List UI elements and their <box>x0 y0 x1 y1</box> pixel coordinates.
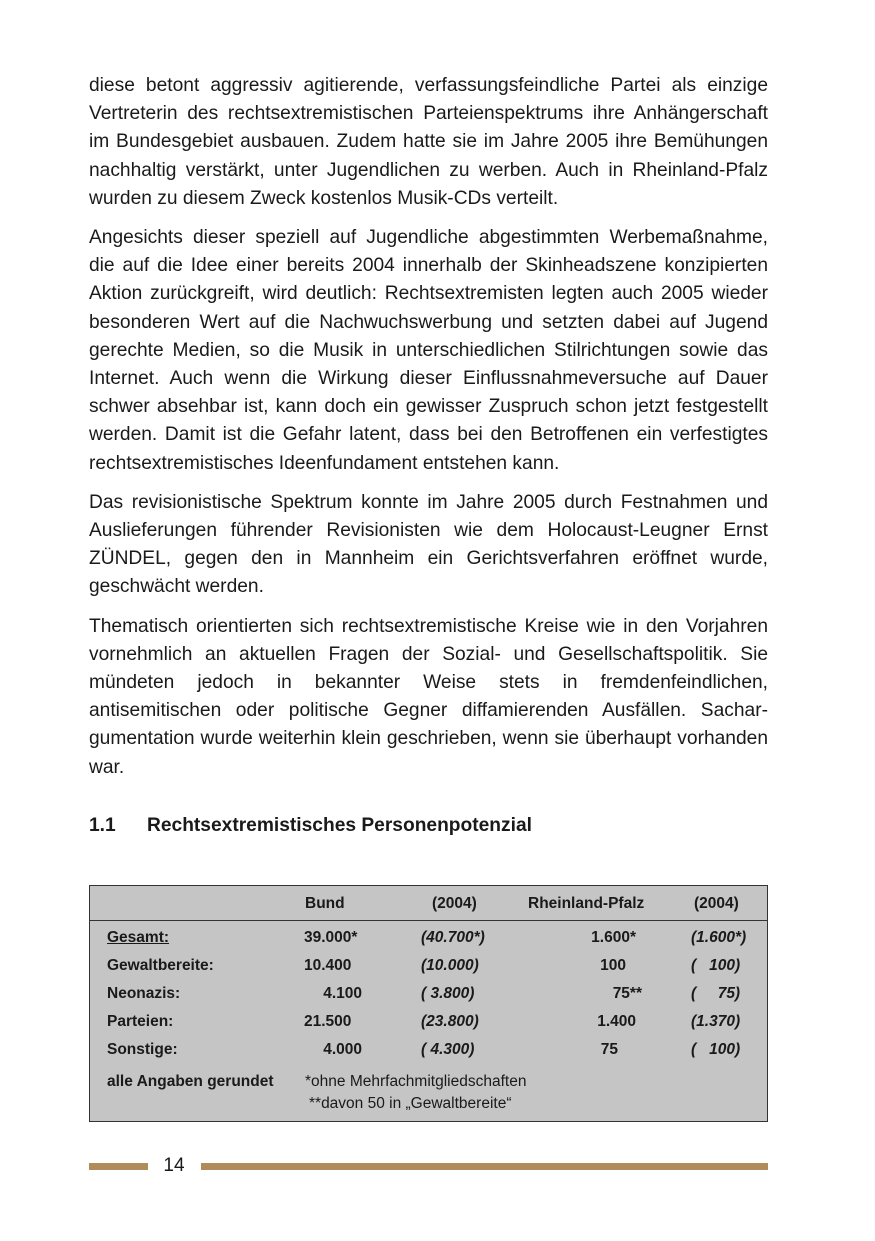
cell-rp: 1.600* <box>591 929 636 946</box>
header-bund-2004: (2004) <box>432 895 477 912</box>
table-footnote: **davon 50 in „Gewaltbereite“ <box>309 1095 512 1112</box>
header-bund: Bund <box>305 895 345 912</box>
row-label: Gewaltbereite: <box>107 957 214 974</box>
paragraph: Das revisionistische Spektrum konnte im Jahre 2005 durch Festnahmen und Auslieferungen führender Revisionisten wie dem Holocaust-Leugner Ernst ZÜNDEL, gegen den in Mannheim ein Gerichtsverfahren eröffnet wurde, geschwächt werden. <box>89 491 768 598</box>
cell-rp-2004: (1.600*) <box>691 929 747 946</box>
footer-rule-right <box>201 1163 768 1170</box>
section-heading <box>89 813 768 839</box>
cell-rp: 75 <box>600 1041 618 1058</box>
cell-bund: 39.000* <box>304 929 358 946</box>
cell-bund-2004: ( 3.800) <box>421 985 475 1002</box>
cell-rp: 100 <box>600 957 626 974</box>
row-label: Neonazis: <box>107 985 181 1002</box>
main-text <box>89 72 768 839</box>
table-footnote: *ohne Mehrfachmitgliedschaften <box>305 1073 527 1090</box>
header-rp-2004: (2004) <box>694 895 739 912</box>
personenpotenzial-table <box>89 885 768 1122</box>
cell-rp: 75** <box>612 985 642 1002</box>
cell-bund-2004: (23.800) <box>421 1013 479 1030</box>
row-label: Parteien: <box>107 1013 174 1030</box>
cell-bund: 4.100 <box>323 985 362 1002</box>
cell-bund: 10.400 <box>304 957 352 974</box>
cell-rp-2004: (1.370) <box>691 1013 741 1030</box>
cell-bund: 4.000 <box>323 1041 362 1058</box>
cell-rp-2004: ( 100) <box>691 1041 741 1058</box>
table-note-label: alle Angaben gerundet <box>107 1073 274 1090</box>
section-title: Rechtsextremistisches Personenpotenzial <box>147 814 532 836</box>
table-header <box>90 886 767 921</box>
page-number: 14 <box>163 1155 185 1176</box>
paragraph: Thematisch orientierten sich rechtsextremistische Kreise wie in den Vorjahren vornehmlich an aktuellen Fragen der Sozial- und Gesellschaftspolitik. Sie mündeten jedoch in bekannter Weise stets in fremdenfeindlichen, antisemitischen oder politische Gegner diffamierenden Ausfällen. Sachargumentation wurde weiterhin klein geschrieben, wenn sie überhaupt vorhanden war. <box>89 615 768 778</box>
row-label: Sonstige: <box>107 1041 178 1058</box>
cell-bund-2004: ( 4.300) <box>421 1041 475 1058</box>
cell-bund-2004: (40.700*) <box>421 929 485 946</box>
cell-rp-2004: ( 75) <box>691 985 741 1002</box>
cell-rp: 1.400 <box>597 1013 636 1030</box>
paragraph: Angesichts dieser speziell auf Jugendliche abgestimmten Werbemaßnahme, die auf die Idee einer bereits 2004 innerhalb der Skinheadszene konzipierten Aktion zurückgreift, wird deutlich: Rechtsextremisten legten auch 2005 wieder besonderen Wert auf die Nachwuchswerbung und setzten dabei auf Jugend gerechte Medien, so die Musik in unterschiedlichen Stilrichtungen sowie das Internet. Auch wenn die Wirkung dieser Einflussnahmeversuche auf Dauer schwer absehbar ist, kann doch ein gewisser Zuspruch schon jetzt festgestellt werden. Damit ist die Gefahr latent, dass bei den Betroffenen ein verfestigtes rechtsextremistisches Ideenfundament entstehen kann. <box>89 227 768 474</box>
row-label: Gesamt: <box>107 929 170 946</box>
footer-rule-left <box>89 1163 148 1170</box>
header-rheinland-pfalz: Rheinland-Pfalz <box>528 895 645 912</box>
cell-bund-2004: (10.000) <box>421 957 479 974</box>
cell-bund: 21.500 <box>304 1013 352 1030</box>
paragraph: diese betont aggressiv agitierende, verfassungsfeindliche Partei als einzige Vertreterin des rechtsextremistischen Parteienspektrums ihre Anhängerschaft im Bundesgebiet ausbauen. Zudem hatte sie im Jahre 2005 ihre Bemühungen nachhaltig verstärkt, unter Jugendlichen zu werben. Auch in Rheinland-Pfalz wurden zu diesem Zweck kostenlos Musik-CDs verteilt. <box>89 75 768 209</box>
section-number: 1.1 <box>89 814 116 836</box>
cell-rp-2004: ( 100) <box>691 957 741 974</box>
